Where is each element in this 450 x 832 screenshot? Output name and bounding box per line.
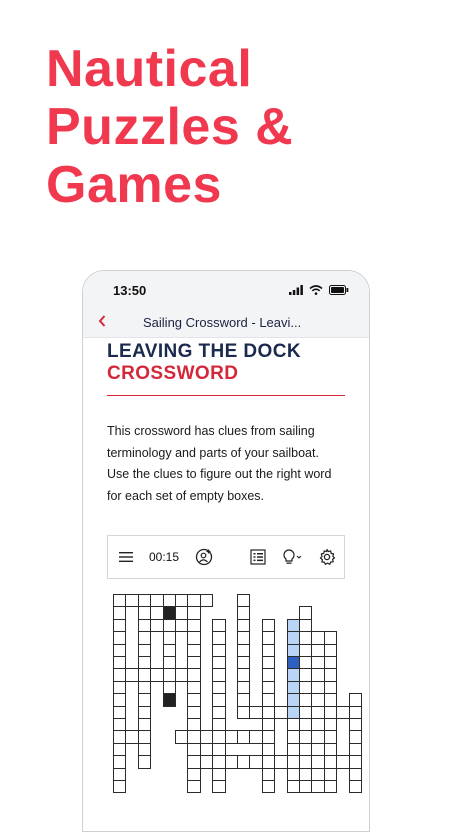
crossword-cell[interactable] (125, 668, 138, 681)
crossword-cell[interactable] (225, 755, 238, 768)
crossword-cell[interactable] (212, 656, 225, 669)
crossword-cell[interactable] (349, 768, 362, 781)
crossword-cell[interactable] (187, 668, 200, 681)
crossword-cell[interactable] (113, 780, 126, 793)
crossword-cell[interactable] (299, 681, 312, 694)
crossword-cell[interactable] (311, 706, 324, 719)
crossword-cell[interactable] (187, 743, 200, 756)
add-user-icon (195, 548, 213, 566)
crossword-cell[interactable] (138, 656, 151, 669)
crossword-cell[interactable] (299, 606, 312, 619)
crossword-cell[interactable] (336, 706, 349, 719)
crossword-cell[interactable] (311, 780, 324, 793)
crossword-cell[interactable] (212, 619, 225, 632)
crossword-cell[interactable] (225, 730, 238, 743)
crossword-cell[interactable] (163, 668, 176, 681)
crossword-cell[interactable] (212, 718, 225, 731)
article-title-line-2: CROSSWORD (107, 363, 239, 384)
crossword-cell[interactable] (299, 668, 312, 681)
add-user-button[interactable] (192, 536, 216, 578)
crossword-cell[interactable] (274, 755, 287, 768)
crossword-cell[interactable] (287, 693, 300, 706)
crossword-cell[interactable] (138, 681, 151, 694)
crossword-cell[interactable] (299, 755, 312, 768)
crossword-cell[interactable] (262, 743, 275, 756)
crossword-cell[interactable] (311, 755, 324, 768)
lightbulb-hint-icon (281, 548, 303, 566)
crossword-cell[interactable] (138, 718, 151, 731)
crossword-cell[interactable] (311, 768, 324, 781)
crossword-cell[interactable] (237, 681, 250, 694)
crossword-cell[interactable] (274, 706, 287, 719)
crossword-cell[interactable] (324, 681, 337, 694)
crossword-cell[interactable] (262, 706, 275, 719)
crossword-cell[interactable] (187, 631, 200, 644)
crossword-cell[interactable] (187, 594, 200, 607)
crossword-cell[interactable] (113, 743, 126, 756)
crossword-cell[interactable] (287, 668, 300, 681)
crossword-cell[interactable] (324, 656, 337, 669)
crossword-cell[interactable] (349, 780, 362, 793)
crossword-cell[interactable] (113, 668, 126, 681)
crossword-cell[interactable] (262, 668, 275, 681)
crossword-cell[interactable] (113, 718, 126, 731)
crossword-cell[interactable] (113, 594, 126, 607)
crossword-cell[interactable] (187, 755, 200, 768)
crossword-cell[interactable] (287, 631, 300, 644)
crossword-cell[interactable] (324, 706, 337, 719)
crossword-cell[interactable] (299, 718, 312, 731)
crossword-cell[interactable] (249, 755, 262, 768)
crossword-cell[interactable] (349, 693, 362, 706)
crossword-cell[interactable] (287, 619, 300, 632)
crossword-cell[interactable] (237, 693, 250, 706)
crossword-cell[interactable] (113, 606, 126, 619)
crossword-cell[interactable] (237, 755, 250, 768)
crossword-cell[interactable] (125, 594, 138, 607)
headline-line-3: Games (46, 156, 222, 214)
crossword-cell[interactable] (212, 693, 225, 706)
crossword-cell[interactable] (324, 730, 337, 743)
crossword-cell[interactable] (113, 755, 126, 768)
crossword-cell[interactable] (212, 755, 225, 768)
crossword-cell[interactable] (113, 644, 126, 657)
crossword-cell[interactable] (212, 631, 225, 644)
crossword-cell[interactable] (150, 668, 163, 681)
crossword-cell (163, 693, 176, 706)
crossword-cell[interactable] (200, 594, 213, 607)
crossword-cell[interactable] (287, 681, 300, 694)
crossword-cell[interactable] (349, 743, 362, 756)
crossword-cell[interactable] (324, 743, 337, 756)
nav-title: Sailing Crossword - Leavi... (143, 315, 302, 330)
crossword-cell[interactable] (163, 631, 176, 644)
crossword-cell[interactable] (138, 594, 151, 607)
crossword-cell[interactable] (187, 706, 200, 719)
crossword-cell[interactable] (237, 606, 250, 619)
crossword-cell[interactable] (175, 594, 188, 607)
crossword-cell[interactable] (113, 656, 126, 669)
crossword-cell[interactable] (187, 681, 200, 694)
article-title-line-1: LEAVING THE DOCK (107, 341, 301, 362)
crossword-cell[interactable] (212, 706, 225, 719)
crossword-cell[interactable] (163, 644, 176, 657)
crossword-cell[interactable] (287, 768, 300, 781)
crossword-cell[interactable] (237, 668, 250, 681)
crossword-cell[interactable] (163, 681, 176, 694)
crossword-cell[interactable] (311, 681, 324, 694)
crossword-cell[interactable] (299, 644, 312, 657)
crossword-cell[interactable] (287, 706, 300, 719)
phone-frame (82, 270, 370, 832)
crossword-cell[interactable] (311, 730, 324, 743)
crossword-cell[interactable] (138, 606, 151, 619)
crossword-cell[interactable] (212, 768, 225, 781)
crossword-cell[interactable] (349, 706, 362, 719)
crossword-cell[interactable] (113, 681, 126, 694)
crossword-cell[interactable] (349, 755, 362, 768)
crossword-cell[interactable] (299, 693, 312, 706)
crossword-cell[interactable] (163, 656, 176, 669)
settings-button[interactable] (315, 536, 339, 578)
crossword-cell[interactable] (125, 730, 138, 743)
crossword-cell[interactable] (113, 768, 126, 781)
crossword-cell[interactable] (187, 768, 200, 781)
crossword-cell[interactable] (311, 743, 324, 756)
status-icons (289, 285, 349, 295)
crossword-cell[interactable] (324, 668, 337, 681)
crossword-cell[interactable] (237, 730, 250, 743)
crossword-cell[interactable] (187, 730, 200, 743)
crossword-cell[interactable] (336, 755, 349, 768)
status-time: 13:50 (113, 283, 147, 298)
crossword-cell[interactable] (324, 693, 337, 706)
menu-icon (119, 551, 133, 563)
headline-line-1: Nautical (46, 40, 253, 98)
headline (46, 40, 426, 214)
crossword-cell[interactable] (187, 606, 200, 619)
crossword-cell[interactable] (262, 768, 275, 781)
crossword-cell[interactable] (287, 644, 300, 657)
puzzle-timer: 00:15 (148, 550, 180, 564)
signal-icon (289, 285, 303, 295)
crossword-cell[interactable] (311, 656, 324, 669)
headline-line-2: Puzzles & (46, 98, 294, 156)
crossword-cell[interactable] (249, 706, 262, 719)
crossword-cell[interactable] (349, 730, 362, 743)
crossword-cell[interactable] (262, 619, 275, 632)
crossword-cell[interactable] (287, 718, 300, 731)
crossword-cell[interactable] (299, 743, 312, 756)
crossword-cell[interactable] (138, 730, 151, 743)
crossword-cell[interactable] (262, 718, 275, 731)
menu-button[interactable] (114, 536, 138, 578)
crossword-cell[interactable] (249, 730, 262, 743)
crossword-cell[interactable] (113, 619, 126, 632)
crossword-cell[interactable] (113, 631, 126, 644)
status-bar (83, 271, 369, 311)
crossword-cell[interactable] (200, 730, 213, 743)
crossword-cell[interactable] (212, 668, 225, 681)
crossword-cell[interactable] (324, 780, 337, 793)
hint-button[interactable] (278, 536, 306, 578)
crossword-cell[interactable] (299, 706, 312, 719)
crossword-cell[interactable] (212, 681, 225, 694)
crossword-cell[interactable] (175, 730, 188, 743)
clue-list-icon (250, 549, 266, 565)
crossword-cell[interactable] (212, 780, 225, 793)
crossword-cell[interactable] (138, 706, 151, 719)
crossword-cell[interactable] (163, 594, 176, 607)
crossword-cell[interactable] (262, 780, 275, 793)
crossword-cell[interactable] (175, 668, 188, 681)
crossword-cell[interactable] (287, 656, 300, 669)
crossword-cell[interactable] (287, 743, 300, 756)
crossword-cell[interactable] (299, 780, 312, 793)
crossword-cell[interactable] (287, 730, 300, 743)
crossword-cell[interactable] (187, 718, 200, 731)
crossword-cell[interactable] (299, 768, 312, 781)
crossword-cell[interactable] (311, 693, 324, 706)
crossword-cell (163, 606, 176, 619)
crossword-cell[interactable] (299, 619, 312, 632)
crossword-cell[interactable] (212, 644, 225, 657)
crossword-cell[interactable] (311, 644, 324, 657)
clue-list-button[interactable] (246, 536, 270, 578)
crossword-cell[interactable] (324, 631, 337, 644)
crossword-cell[interactable] (150, 619, 163, 632)
wifi-icon (309, 285, 323, 295)
crossword-cell[interactable] (175, 619, 188, 632)
crossword-cell[interactable] (237, 619, 250, 632)
crossword-cell[interactable] (237, 644, 250, 657)
crossword-cell[interactable] (138, 743, 151, 756)
crossword-cell[interactable] (187, 644, 200, 657)
crossword-cell[interactable] (200, 755, 213, 768)
article-description: This crossword has clues from sailing terminology and parts of your sailboat. Use the clues to figure out the right word for each set of empty boxes. (107, 424, 332, 503)
crossword-cell[interactable] (287, 755, 300, 768)
crossword-cell[interactable] (138, 668, 151, 681)
crossword-cell[interactable] (262, 681, 275, 694)
crossword-cell[interactable] (349, 718, 362, 731)
crossword-cell[interactable] (299, 631, 312, 644)
crossword-cell[interactable] (324, 644, 337, 657)
crossword-cell[interactable] (324, 718, 337, 731)
crossword-cell[interactable] (262, 631, 275, 644)
crossword-cell[interactable] (138, 755, 151, 768)
crossword-cell[interactable] (311, 668, 324, 681)
crossword-cell[interactable] (163, 619, 176, 632)
crossword-cell[interactable] (262, 656, 275, 669)
crossword-cell[interactable] (324, 768, 337, 781)
crossword-toolbar (107, 535, 345, 579)
crossword-cell[interactable] (237, 656, 250, 669)
crossword-cell[interactable] (187, 693, 200, 706)
crossword-cell[interactable] (237, 594, 250, 607)
crossword-cell[interactable] (262, 644, 275, 657)
crossword-cell[interactable] (237, 706, 250, 719)
settings-gear-icon (318, 548, 336, 566)
nav-bar (83, 311, 369, 338)
chevron-left-icon (97, 314, 107, 328)
crossword-cell[interactable] (287, 780, 300, 793)
crossword-cell[interactable] (212, 743, 225, 756)
crossword-cell[interactable] (113, 693, 126, 706)
crossword-cell[interactable] (299, 656, 312, 669)
crossword-cell[interactable] (299, 730, 312, 743)
crossword-cell[interactable] (138, 631, 151, 644)
crossword-cell[interactable] (311, 718, 324, 731)
crossword-cell[interactable] (237, 631, 250, 644)
crossword-cell[interactable] (262, 693, 275, 706)
crossword-cell[interactable] (187, 619, 200, 632)
crossword-cell[interactable] (150, 594, 163, 607)
crossword-cell[interactable] (138, 693, 151, 706)
crossword-cell[interactable] (324, 755, 337, 768)
crossword-cell[interactable] (138, 619, 151, 632)
crossword-cell[interactable] (138, 644, 151, 657)
crossword-cell[interactable] (311, 631, 324, 644)
crossword-cell[interactable] (113, 730, 126, 743)
battery-icon (329, 285, 349, 295)
crossword-cell[interactable] (113, 706, 126, 719)
crossword-cell[interactable] (262, 755, 275, 768)
crossword-cell[interactable] (212, 730, 225, 743)
back-button[interactable] (97, 314, 107, 333)
crossword-cell[interactable] (187, 656, 200, 669)
crossword-cell[interactable] (187, 780, 200, 793)
crossword-cell[interactable] (262, 730, 275, 743)
title-divider (107, 395, 345, 396)
